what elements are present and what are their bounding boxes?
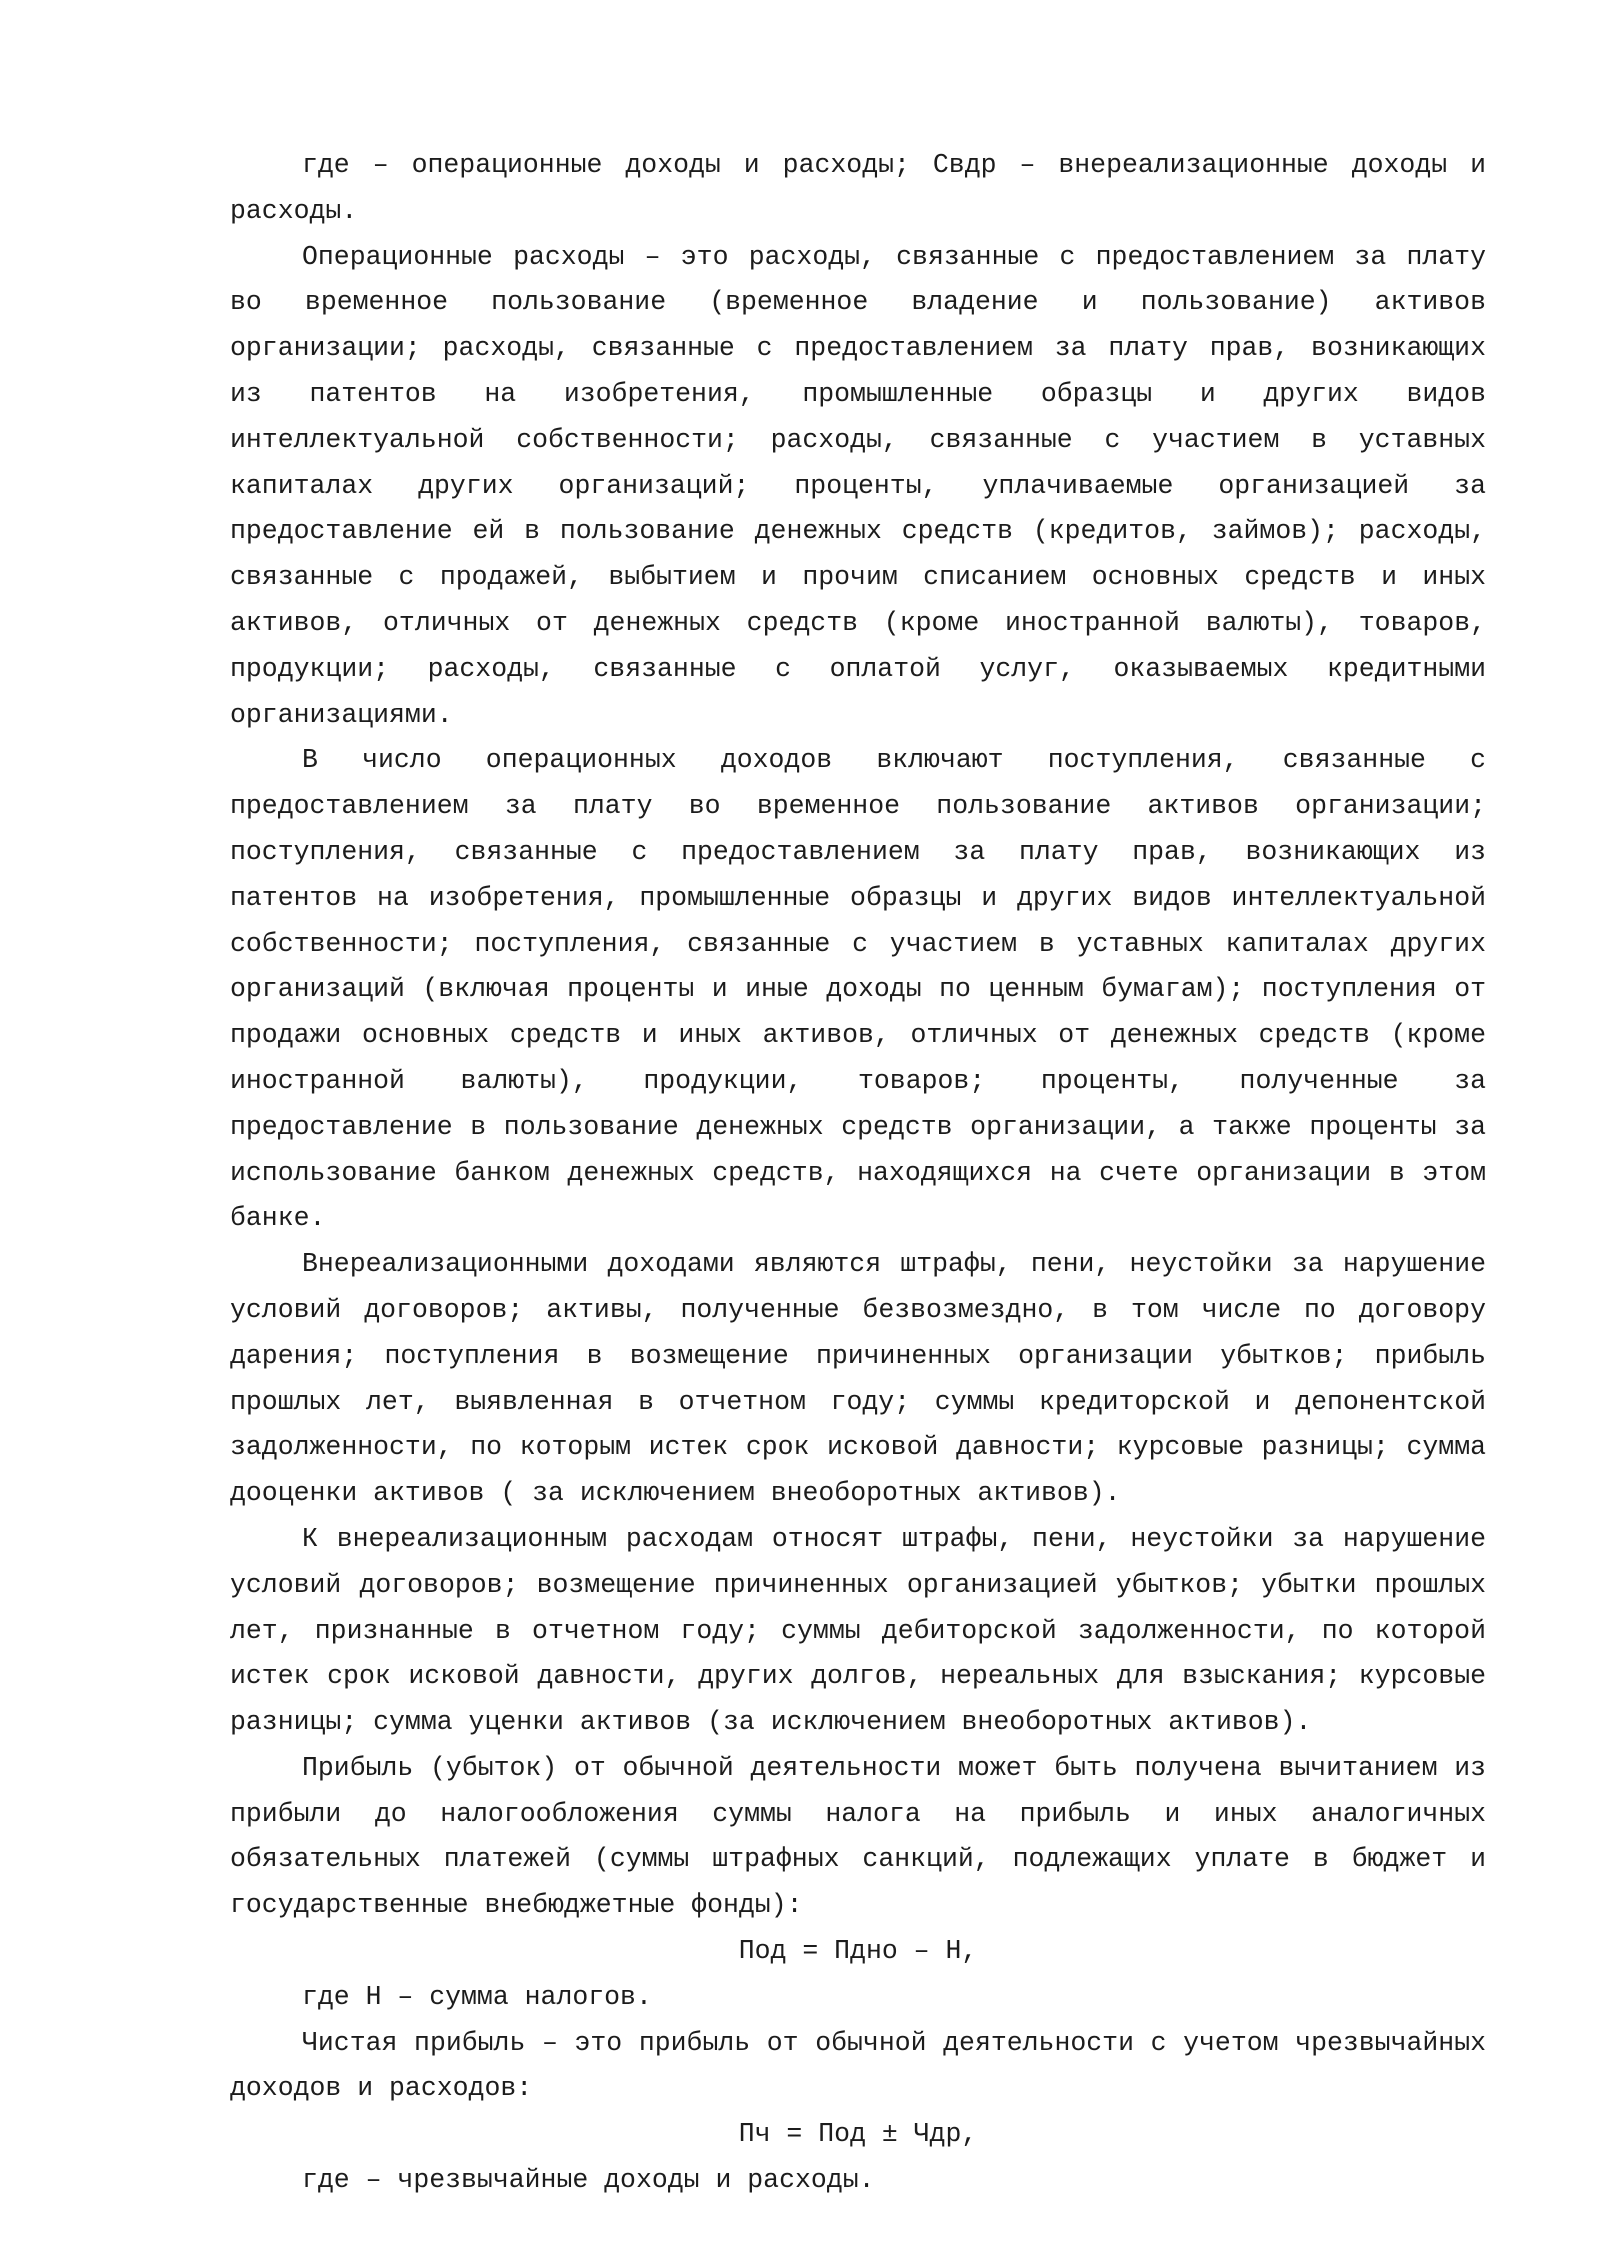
document-page xyxy=(230,143,1486,2204)
formula-net-profit: Пч = Под ± Чдр, xyxy=(738,2119,978,2150)
paragraph-non-operating-expenses: К внереализационным расходам относят штрафы, пени, неустойки за нарушение условий договоров; возмещение причиненных организацией убытков; убытки прошлых лет, признанные в отчетном году; суммы дебиторской задолженности, по которой истек срок исковой давности, других долгов, нереальных для взыскания; курсовые разницы; сумма уценки активов (за исключением внеоборотных активов). xyxy=(230,1523,1486,1738)
paragraph-operational-expenses: Операционные расходы – это расходы, связанные с предоставлением за плату во временное пользование (временное владение и пользование) активов организации; расходы, связанные с предоставлением за плату прав, возникающих из патентов на изобретения, промышленные образцы и других видов интеллектуальной собственности; расходы, связанные с участием в уставных капиталах других организаций; проценты, уплачиваемые организацией за предоставление ей в пользование денежных средств (кредитов, займов); расходы, связанные с продажей, выбытием и прочим списанием основных средств и иных активов, отличных от денежных средств (кроме иностранной валюты), товаров, продукции; расходы, связанные с оплатой услуг, оказываемых кредитными организациями. xyxy=(230,241,1486,730)
paragraph-ordinary-profit: Прибыль (убыток) от обычной деятельности может быть получена вычитанием из прибыли до налогообложения суммы налога на прибыль и иных аналогичных обязательных платежей (суммы штрафных санкций, подлежащих уплате в бюджет и государственные внебюджетные фонды): xyxy=(230,1752,1486,1921)
paragraph-operational-income: В число операционных доходов включают поступления, связанные с предоставлением за плату во временное пользование активов организации; поступления, связанные с предоставлением за плату прав, возникающих из патентов на изобретения, промышленные образцы и других видов интеллектуальной собственности; поступления, связанные с участием в уставных капиталах других организаций (включая проценты и иные доходы по ценным бумагам); поступления от продажи основных средств и иных активов, отличных от денежных средств (кроме иностранной валюты), продукции, товаров; проценты, полученные за предоставление в пользование денежных средств организации, а также проценты за использование банком денежных средств, находящихся на счете организации в этом банке. xyxy=(230,745,1486,1234)
paragraph-net-profit: Чистая прибыль – это прибыль от обычной деятельности с учетом чрезвычайных доходов и расходов: xyxy=(230,2027,1486,2104)
formula-2-explanation: где – чрезвычайные доходы и расходы. xyxy=(302,2165,875,2196)
formula-1-explanation: где Н – сумма налогов. xyxy=(302,1981,652,2012)
paragraph-non-operating-income: Внереализационными доходами являются штрафы, пени, неустойки за нарушение условий договоров; активы, полученные безвозмездно, в том числе по договору дарения; поступления в возмещение причиненных организации убытков; прибыль прошлых лет, выявленная в отчетном году; суммы кредиторской и депонентской задолженности, по которым истек срок исковой давности; курсовые разницы; сумма дооценки активов ( за исключением внеоборотных активов). xyxy=(230,1249,1486,1509)
paragraph-where-operational: где – операционные доходы и расходы; Свдр – внереализационные доходы и расходы. xyxy=(230,150,1486,226)
formula-ordinary-profit: Под = Пдно – Н, xyxy=(738,1936,978,1967)
